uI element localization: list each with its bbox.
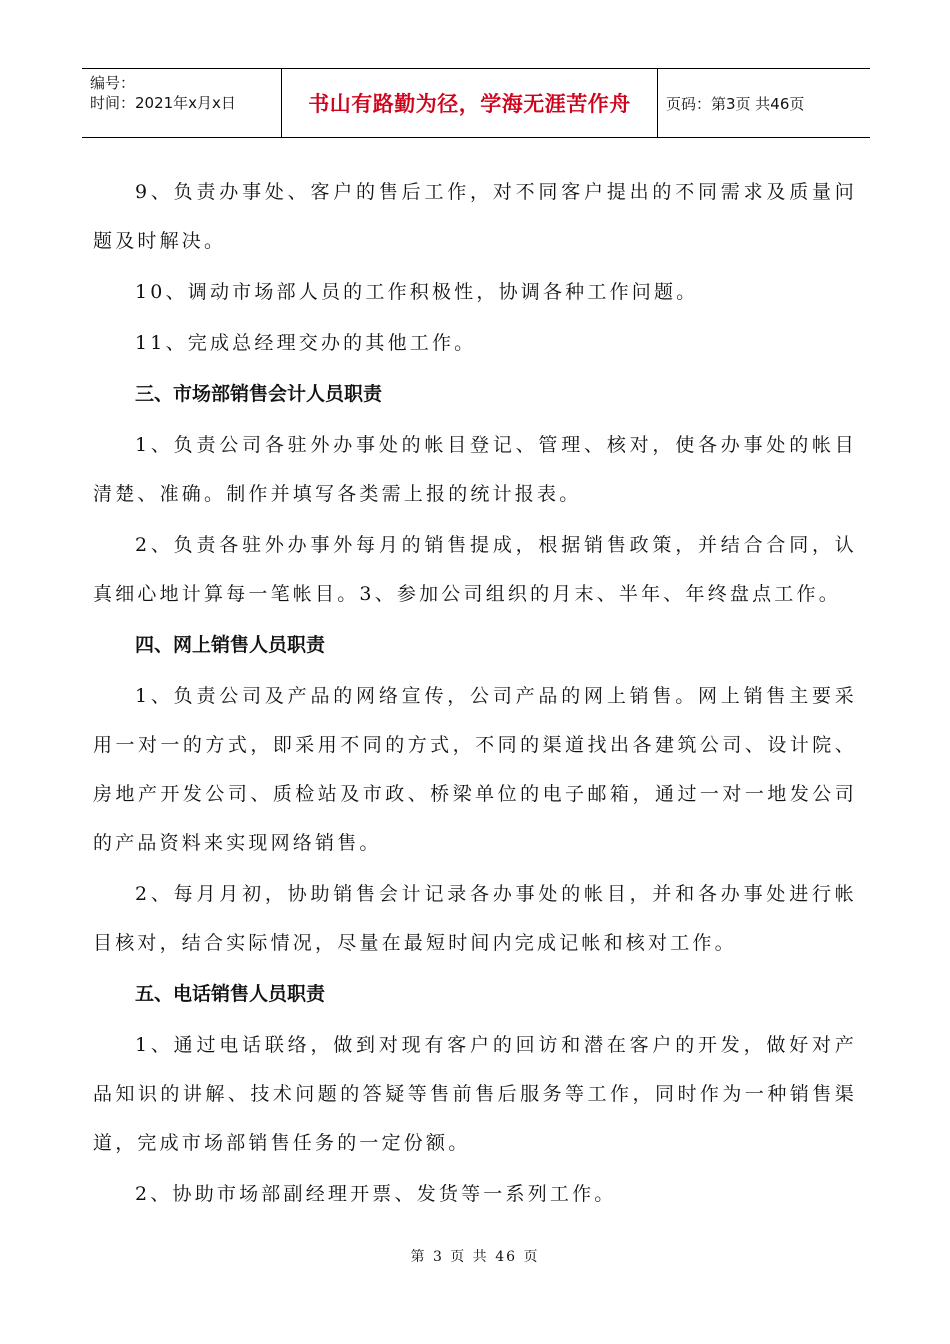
header-meta [82,69,282,137]
page-footer: 第 3 页 共 46 页 [410,1249,540,1265]
paragraph: 1、通过电话联络，做到对现有客户的回访和潜在客户的开发，做好对产品知识的讲解、技术问题的答疑等售前售后服务等工作，同时作为一种销售渠道，完成市场部销售任务的一定份额。 [93,1034,857,1154]
page-header [82,68,870,138]
paragraph: 1、负责公司各驻外办事处的帐目登记、管理、核对，使各办事处的帐目清楚、准确。制作并填写各类需上报的统计报表。 [93,434,857,505]
header-motto: 书山有路勤为径，学海无涯苦作舟 [282,69,658,137]
paragraph: 2、协助市场部副经理开票、发货等一系列工作。 [135,1183,617,1205]
section-heading: 五、电话销售人员职责 [135,983,326,1005]
paragraph: 1、负责公司及产品的网络宣传，公司产品的网上销售。网上销售主要采用一对一的方式，即采用不同的方式，不同的渠道找出各建筑公司、设计院、房地产开发公司、质检站及市政、桥梁单位的电子邮箱，通过一对一地发公司的产品资料来实现网络销售。 [93,685,857,854]
header-page-info: 页码：第3页 共46页 [666,94,805,113]
paragraph: 9、负责办事处、客户的售后工作，对不同客户提出的不同需求及质量问题及时解决。 [93,181,857,252]
document-date: 时间：2021年x月x日 [90,94,236,112]
paragraph: 2、负责各驻外办事外每月的销售提成，根据销售政策，并结合合同，认真细心地计算每一笔帐目。3、参加公司组织的月末、半年、年终盘点工作。 [93,534,857,605]
paragraph: 10、调动市场部人员的工作积极性，协调各种工作问题。 [135,281,699,303]
paragraph: 11、完成总经理交办的其他工作。 [135,332,477,354]
document-number-label: 编号： [90,74,136,92]
paragraph: 2、每月月初，协助销售会计记录各办事处的帐目，并和各办事处进行帐目核对，结合实际情况，尽量在最短时间内完成记帐和核对工作。 [93,883,857,954]
section-heading: 四、网上销售人员职责 [135,634,326,656]
document-body [93,168,857,1221]
section-heading: 三、市场部销售会计人员职责 [135,383,383,405]
